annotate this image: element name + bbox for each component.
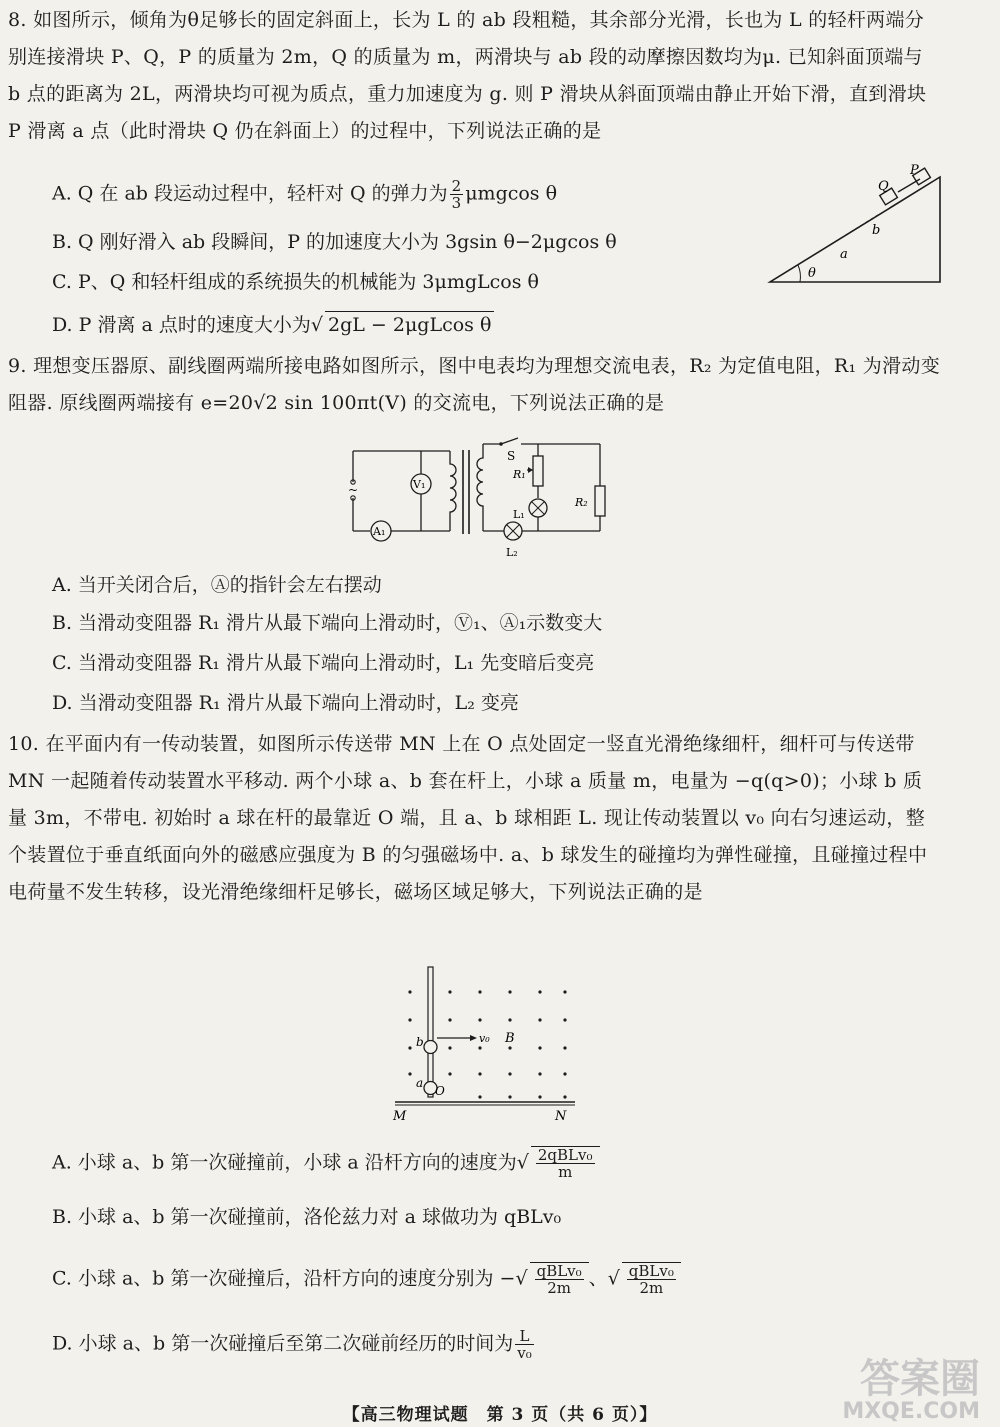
ac-source-label: ~ [348,483,359,497]
secondary-coil [477,444,483,531]
transformer-circuit [335,436,620,564]
q8-option-a-tail: μmgcos θ [465,182,558,205]
magnetic-field-figure [385,962,585,1122]
B-label: B [505,1031,515,1046]
question-10-stem: 10. 在平面内有一传动装置，如图所示传送带 MN 上在 O 点处固定一竖直光滑绝缘细杆，细杆可与传送带 MN 一起随着传动装置水平移动. 两个小球 a、b 套在杆上，小球 a 质量 m，电量为 −q(q>0)；小球 b 质量 3m，不带电. 初始时 a 球在杆的最靠近 O 端，且 a、b 球相距 L. 现让传动装置以 v₀ 向右匀速运动，整个装置位于垂直纸面向外的磁感应强度为 B 的匀强磁场中. a、b 球发生的碰撞均为弹性碰撞，且碰撞过程中电荷量不发生转移，设光滑绝缘细杆足够长，磁场区域足够大，下列说法正确的是 [8,733,928,903]
q9-option-a[interactable]: A. 当开关闭合后，Ⓐ的指针会左右摆动 [52,574,382,596]
switch-S [501,438,518,444]
q10-option-b[interactable]: B. 小球 a、b 第一次碰撞前，洛伦兹力对 a 球做功为 qBLv₀ [52,1206,562,1228]
q10-option-d-fraction: $\frac{L}{\text{v₀}}$ [517,1327,532,1362]
q10-option-c-radicand-1: $\frac{\text{qBLv₀}}{2m}$ [530,1262,589,1296]
resistor-R2 [595,486,605,516]
q10-option-a-radicand: $\frac{\text{2qBLv₀}}{m}$ [531,1146,600,1180]
ammeter-label: A₁ [373,525,386,538]
page-footer: 【高三物理试题 第 3 页（共 6 页）】 [342,1405,658,1425]
ball-b-label: b [416,1035,424,1049]
q8-option-b[interactable]: B. Q 刚好滑入 ab 段瞬间，P 的加速度大小为 3gsin θ−2μgcos θ [52,231,617,253]
voltmeter-label: V₁ [413,478,426,491]
incline-triangle [770,177,940,282]
q10-option-c-separator: 、 [588,1267,608,1290]
R1-label: R₁ [513,468,526,481]
q10-option-d-text: D. 小球 a、b 第一次碰撞后至第二次碰前经历的时间为 [52,1332,514,1355]
Q-label: Q [878,179,889,194]
insulating-rod [428,967,433,1097]
q10-option-a-text: A. 小球 a、b 第一次碰撞前，小球 a 沿杆方向的速度为 [52,1151,517,1174]
q8-option-a-fraction: $\frac{2}{3}$ [451,177,462,212]
point-b-label: b [872,223,881,238]
L2-label: L₂ [506,546,518,559]
ball-a-label: a [416,1076,424,1090]
P-label: P [910,163,919,178]
q10-option-c-text: C. 小球 a、b 第一次碰撞后，沿杆方向的速度分别为 − [52,1267,516,1290]
switch-label: S [507,449,516,463]
q10-option-c[interactable] [52,1262,681,1296]
R2-label: R₂ [575,496,588,509]
q9-option-d[interactable]: D. 当滑动变阻器 R₁ 滑片从最下端向上滑动时，L₂ 变亮 [52,692,519,714]
watermark-text: 答案圈 [860,1356,980,1402]
theta-label: θ [808,266,816,281]
question-9-stem: 9. 理想变压器原、副线圈两端所接电路如图所示，图中电表均为理想交流电表，R₂ 为定值电阻，R₁ 为滑动变阻器. 原线圈两端接有 e=20√2 sin 100πt(V) 的交流电，下列说法正确的是 [8,355,940,414]
q10-option-c-radicand-2: $\frac{\text{qBLv₀}}{2m}$ [622,1262,681,1296]
point-a-label: a [840,247,848,262]
q8-option-d-text: D. P 滑离 a 点时的速度大小为 [52,314,311,336]
question-8-stem: 8. 如图所示，倾角为θ足够长的固定斜面上，长为 L 的 ab 段粗糙，其余部分光滑，长也为 L 的轻杆两端分别连接滑块 P、Q，P 的质量为 2m，Q 的质量为 m，两滑块与 ab 段的动摩擦因数均为μ. 已知斜面顶端与 b 点的距离为 2L，两滑块均可视为质点，重力加速度为 g. 则 P 滑块从斜面顶端由静止开始下滑，直到滑块 P 滑离 a 点（此时滑块 Q 仍在斜面上）的过程中，下列说法正确的是 [8,9,933,142]
q9-option-c[interactable]: C. 当滑动变阻器 R₁ 滑片从最下端向上滑动时，L₁ 先变暗后变亮 [52,652,595,674]
sqrt-symbol: √ [516,1151,529,1174]
M-label: M [393,1109,407,1122]
rheostat-R1 [533,456,543,486]
sqrt-symbol: √ [515,1267,528,1290]
v0-label: v₀ [479,1032,490,1045]
q10-option-a[interactable] [52,1146,600,1180]
q8-option-d[interactable] [52,311,494,338]
q10-option-d[interactable] [52,1328,536,1361]
incline-figure [760,162,950,292]
watermark-logo [842,1358,980,1424]
light-rod [898,179,920,192]
q9-option-b[interactable]: B. 当滑动变阻器 R₁ 滑片从最下端向上滑动时，Ⓥ₁、Ⓐ₁示数变大 [52,612,603,634]
q8-option-d-radicand: 2gL − 2μgLcos θ [325,311,494,338]
sqrt-symbol: √ [607,1267,620,1290]
O-label: O [435,1084,445,1098]
sqrt-symbol: √ [310,314,323,336]
L1-label: L₁ [513,508,525,521]
q8-option-c[interactable]: C. P、Q 和轻杆组成的系统损失的机械能为 3μmgLcos θ [52,271,539,293]
primary-coil [450,451,456,531]
q8-option-a-text: A. Q 在 ab 段运动过程中，轻杆对 Q 的弹力为 [52,182,448,205]
ball-b [424,1041,437,1054]
watermark-domain: MXQE.COM [842,1399,980,1424]
q8-option-a[interactable] [52,178,557,211]
N-label: N [555,1109,567,1122]
